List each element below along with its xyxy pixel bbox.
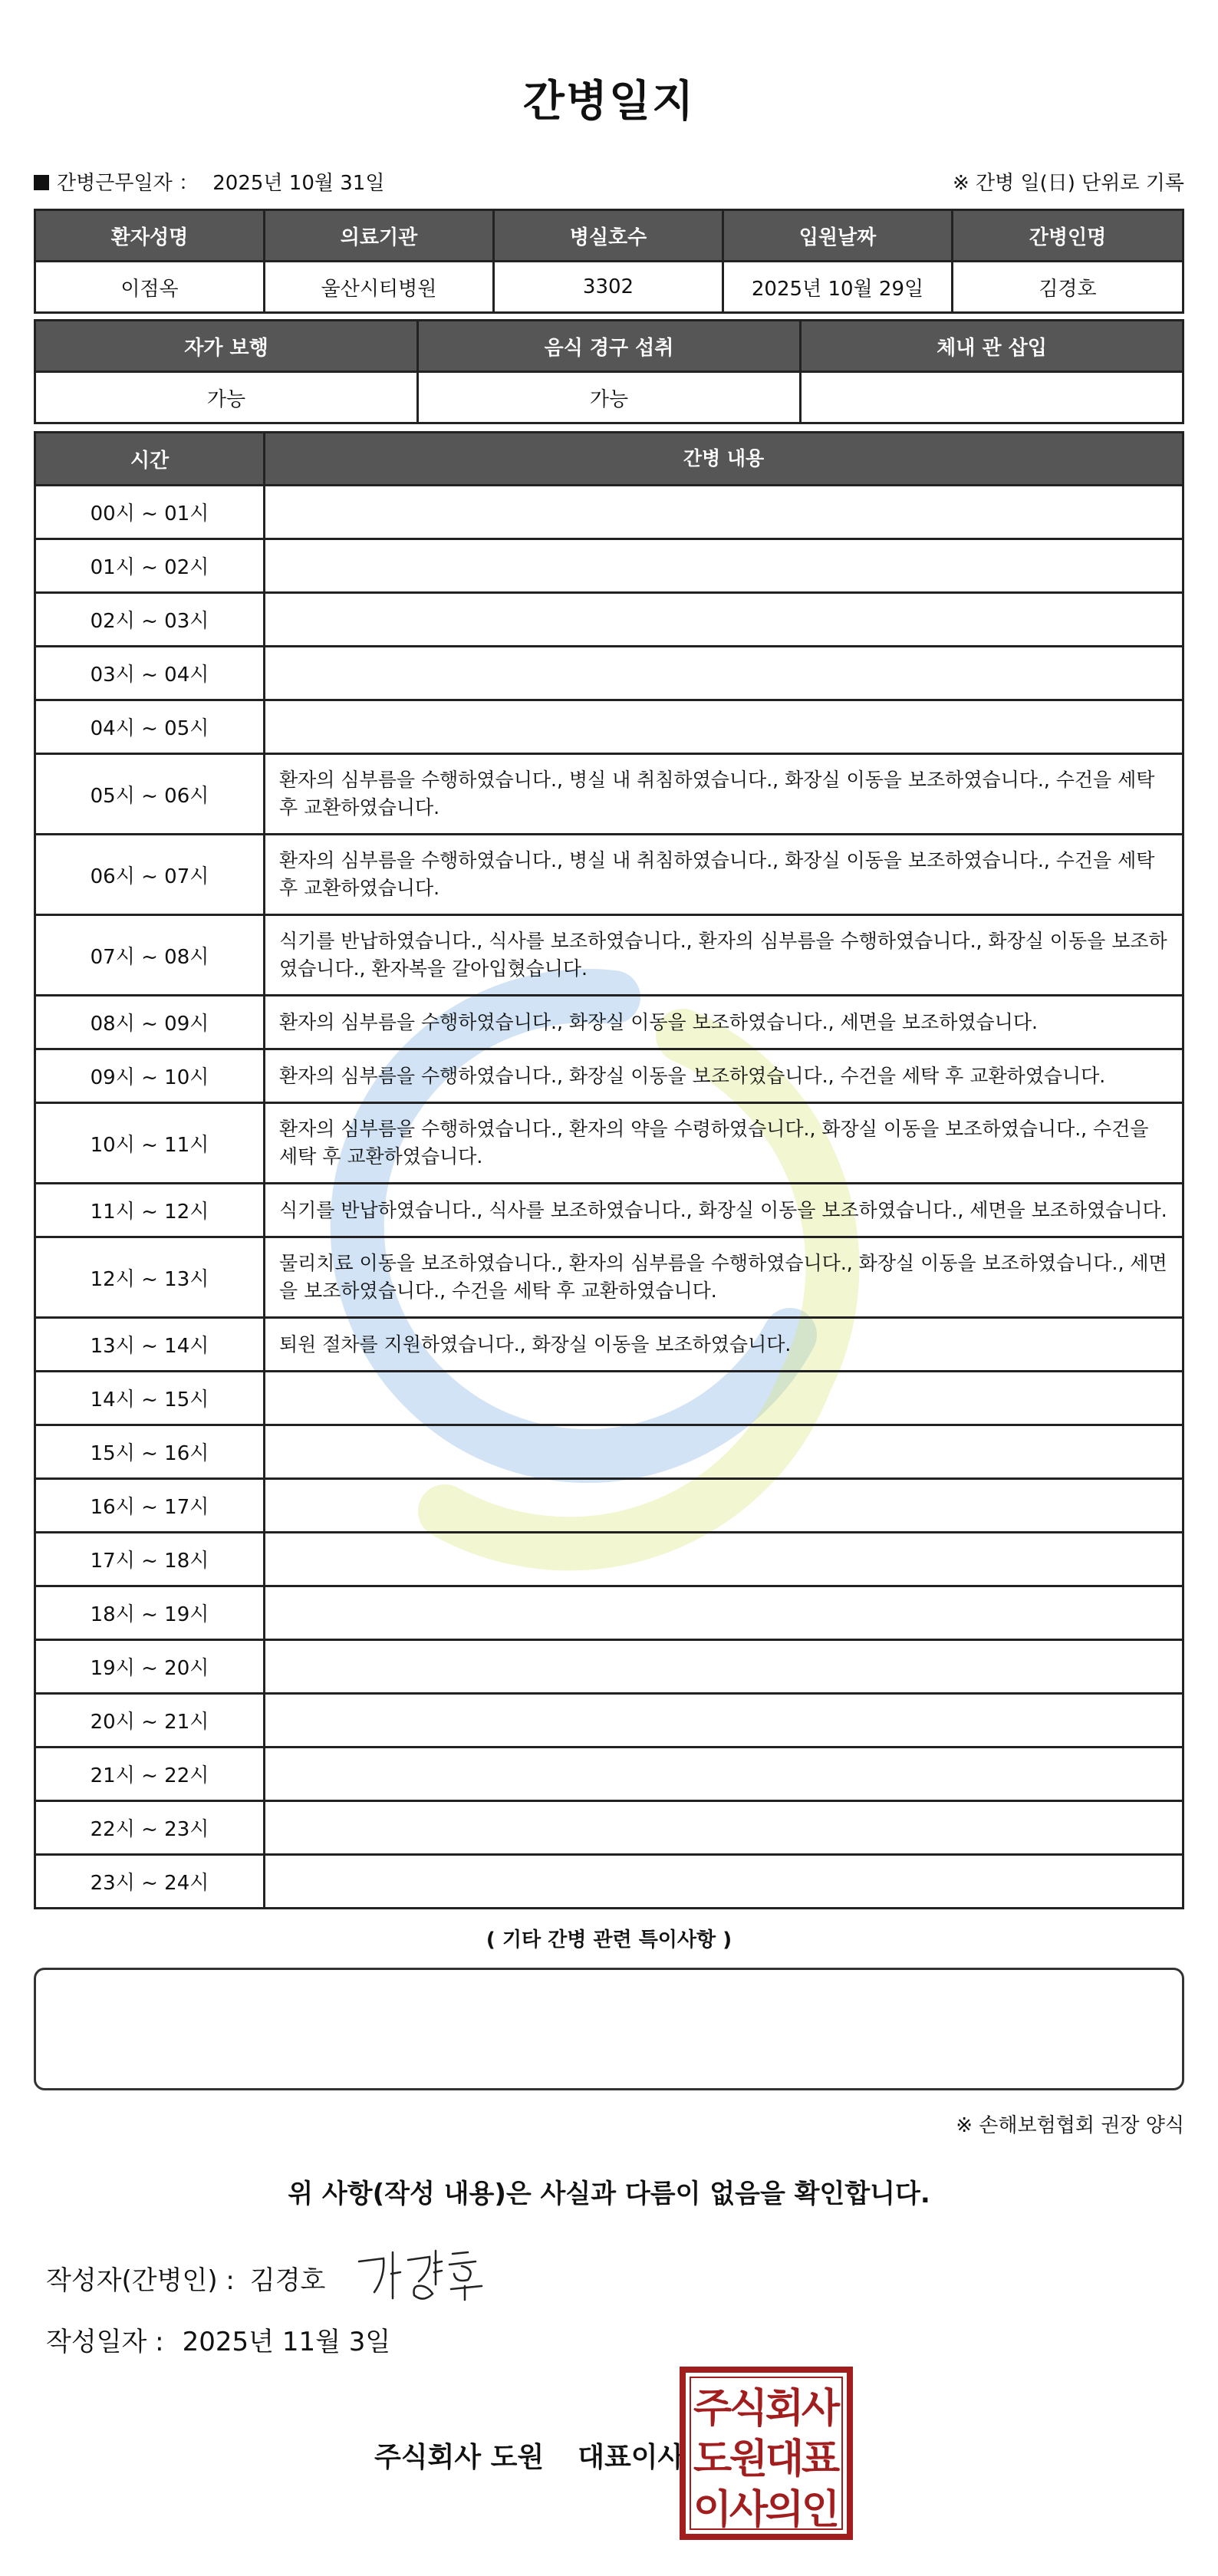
svg-text:의: 의 xyxy=(765,2487,805,2533)
log-time: 10시 ~ 11시 xyxy=(34,1102,265,1184)
patient-table xyxy=(34,209,1184,316)
log-content: 환자의 심부름을 수행하였습니다., 환자의 약을 수령하였습니다., 화장실 이동을 보조하였습니다., 수건을 세탁 후 교환하였습니다. xyxy=(263,1102,1184,1184)
log-time: 19시 ~ 20시 xyxy=(34,1639,265,1695)
unit-note: ※ 간병 일(日) 단위로 기록 xyxy=(952,172,1184,195)
svg-text:도: 도 xyxy=(693,2436,732,2482)
log-time: 05시 ~ 06시 xyxy=(34,753,265,835)
log-row xyxy=(34,1692,1184,1748)
log-time: 23시 ~ 24시 xyxy=(34,1853,265,1909)
special-notes-box xyxy=(34,1968,1184,2090)
log-content xyxy=(263,645,1184,701)
patient-header: 의료기관 xyxy=(263,209,495,262)
written-date-value: 2025년 11월 3일 xyxy=(182,2327,391,2357)
log-row xyxy=(34,484,1184,540)
log-time: 20시 ~ 21시 xyxy=(34,1692,265,1748)
log-content: 환자의 심부름을 수행하였습니다., 화장실 이동을 보조하였습니다., 수건을 세탁 후 교환하였습니다. xyxy=(263,1048,1184,1104)
log-row xyxy=(34,1236,1184,1319)
log-content xyxy=(263,591,1184,647)
patient-header: 병실호수 xyxy=(492,209,724,262)
log-content xyxy=(263,1746,1184,1802)
room-number: 3302 xyxy=(492,260,724,314)
log-time: 13시 ~ 14시 xyxy=(34,1316,265,1372)
log-time: 02시 ~ 03시 xyxy=(34,591,265,647)
log-row xyxy=(34,1182,1184,1238)
log-time: 03시 ~ 04시 xyxy=(34,645,265,701)
patient-header: 환자성명 xyxy=(34,209,265,262)
log-content xyxy=(263,699,1184,755)
svg-text:사: 사 xyxy=(729,2487,769,2533)
log-time: 00시 ~ 01시 xyxy=(34,484,265,540)
patient-name: 이점옥 xyxy=(34,260,265,314)
log-content xyxy=(263,1424,1184,1480)
log-header-row xyxy=(34,431,1184,486)
log-row xyxy=(34,1102,1184,1184)
caregiver-name: 김경호 xyxy=(951,260,1184,314)
log-time: 07시 ~ 08시 xyxy=(34,914,265,996)
writer-label: 작성자(간병인) : xyxy=(46,2265,235,2296)
duty-date-value: 2025년 10월 31일 xyxy=(212,172,385,195)
log-row xyxy=(34,994,1184,1050)
patient-header: 간병인명 xyxy=(951,209,1184,262)
special-notes-title: ( 기타 간병 관련 특이사항 ) xyxy=(486,1929,732,1952)
content-column-header: 간병 내용 xyxy=(263,431,1184,486)
handwritten-signature xyxy=(353,2238,499,2308)
log-time: 21시 ~ 22시 xyxy=(34,1746,265,1802)
company-line xyxy=(374,2436,684,2475)
log-time: 08시 ~ 09시 xyxy=(34,994,265,1050)
log-content xyxy=(263,1477,1184,1533)
ability-header: 음식 경구 섭취 xyxy=(416,319,802,373)
self-walking-value: 가능 xyxy=(34,371,419,424)
log-content xyxy=(263,1531,1184,1587)
log-row xyxy=(34,1853,1184,1909)
svg-text:이: 이 xyxy=(693,2487,732,2533)
patient-header: 입원날짜 xyxy=(722,209,953,262)
company-seal xyxy=(680,2367,853,2540)
log-content: 환자의 심부름을 수행하였습니다., 병실 내 취침하였습니다., 화장실 이동을 보조하였습니다., 수건을 세탁 후 교환하였습니다. xyxy=(263,753,1184,835)
company-name: 주식회사 도원 xyxy=(374,2442,545,2473)
log-content xyxy=(263,1370,1184,1426)
svg-text:식: 식 xyxy=(729,2386,769,2432)
log-row xyxy=(34,1370,1184,1426)
log-time: 04시 ~ 05시 xyxy=(34,699,265,755)
log-time: 15시 ~ 16시 xyxy=(34,1424,265,1480)
log-time: 17시 ~ 18시 xyxy=(34,1531,265,1587)
log-row xyxy=(34,1316,1184,1372)
log-time: 14시 ~ 15시 xyxy=(34,1370,265,1426)
log-content: 물리치료 이동을 보조하였습니다., 환자의 심부름을 수행하였습니다., 화장실 이동을 보조하였습니다., 세면을 보조하였습니다., 수건을 세탁 후 교환하였습니다. xyxy=(263,1236,1184,1319)
log-content xyxy=(263,538,1184,594)
log-time: 12시 ~ 13시 xyxy=(34,1236,265,1319)
log-time: 09시 ~ 10시 xyxy=(34,1048,265,1104)
page-title: 간병일지 xyxy=(522,77,696,127)
writer-line xyxy=(46,2259,325,2297)
log-content xyxy=(263,1639,1184,1695)
log-time: 01시 ~ 02시 xyxy=(34,538,265,594)
log-row xyxy=(34,1639,1184,1695)
log-content xyxy=(263,1585,1184,1641)
svg-text:인: 인 xyxy=(801,2487,841,2533)
written-date-label: 작성일자 : xyxy=(46,2327,164,2357)
form-note: ※ 손해보험협회 권장 양식 xyxy=(956,2114,1184,2137)
svg-text:대: 대 xyxy=(765,2436,805,2482)
svg-text:주: 주 xyxy=(693,2386,732,2432)
svg-text:원: 원 xyxy=(729,2436,769,2482)
log-row xyxy=(34,645,1184,701)
log-time: 06시 ~ 07시 xyxy=(34,833,265,916)
admission-date: 2025년 10월 29일 xyxy=(722,260,953,314)
log-row xyxy=(34,753,1184,835)
square-bullet-icon xyxy=(34,175,49,190)
ability-table xyxy=(34,319,1184,427)
log-row xyxy=(34,1477,1184,1533)
log-row xyxy=(34,699,1184,755)
log-content xyxy=(263,1853,1184,1909)
log-content: 퇴원 절차를 지원하였습니다., 화장실 이동을 보조하였습니다. xyxy=(263,1316,1184,1372)
log-time: 22시 ~ 23시 xyxy=(34,1800,265,1856)
svg-text:표: 표 xyxy=(801,2436,841,2482)
log-content: 환자의 심부름을 수행하였습니다., 화장실 이동을 보조하였습니다., 세면을 보조하였습니다. xyxy=(263,994,1184,1050)
log-row xyxy=(34,914,1184,996)
log-row xyxy=(34,1800,1184,1856)
ability-header: 체내 관 삽입 xyxy=(799,319,1184,373)
svg-text:사: 사 xyxy=(801,2386,841,2432)
oral-intake-value: 가능 xyxy=(416,371,802,424)
log-row xyxy=(34,1424,1184,1480)
duty-label: 간병근무일자 ： xyxy=(57,172,199,195)
writer-name: 김경호 xyxy=(249,2265,326,2296)
ceo-title: 대표이사 xyxy=(578,2442,685,2473)
duty-date xyxy=(34,167,384,196)
tube-insertion-value xyxy=(799,371,1184,424)
log-content xyxy=(263,1692,1184,1748)
log-content: 식기를 반납하였습니다., 식사를 보조하였습니다., 화장실 이동을 보조하였습니다., 세면을 보조하였습니다. xyxy=(263,1182,1184,1238)
svg-text:회: 회 xyxy=(765,2386,805,2432)
log-row xyxy=(34,591,1184,647)
log-row xyxy=(34,1585,1184,1641)
written-date-line xyxy=(46,2321,390,2358)
time-column-header: 시간 xyxy=(34,431,265,486)
confirmation-statement: 위 사항(작성 내용)은 사실과 다름이 없음을 확인합니다. xyxy=(288,2179,930,2209)
log-content xyxy=(263,1800,1184,1856)
log-content: 환자의 심부름을 수행하였습니다., 병실 내 취침하였습니다., 화장실 이동을 보조하였습니다., 수건을 세탁 후 교환하였습니다. xyxy=(263,833,1184,916)
hospital-name: 울산시티병원 xyxy=(263,260,495,314)
log-time: 18시 ~ 19시 xyxy=(34,1585,265,1641)
log-row xyxy=(34,1746,1184,1802)
duty-info xyxy=(34,167,1184,198)
log-content xyxy=(263,484,1184,540)
log-content: 식기를 반납하였습니다., 식사를 보조하였습니다., 환자의 심부름을 수행하였습니다., 화장실 이동을 보조하였습니다., 환자복을 갈아입혔습니다. xyxy=(263,914,1184,996)
log-time: 11시 ~ 12시 xyxy=(34,1182,265,1238)
ability-header: 자가 보행 xyxy=(34,319,419,373)
log-row xyxy=(34,1048,1184,1104)
log-row xyxy=(34,1531,1184,1587)
log-time: 16시 ~ 17시 xyxy=(34,1477,265,1533)
log-row xyxy=(34,833,1184,916)
log-row xyxy=(34,538,1184,594)
